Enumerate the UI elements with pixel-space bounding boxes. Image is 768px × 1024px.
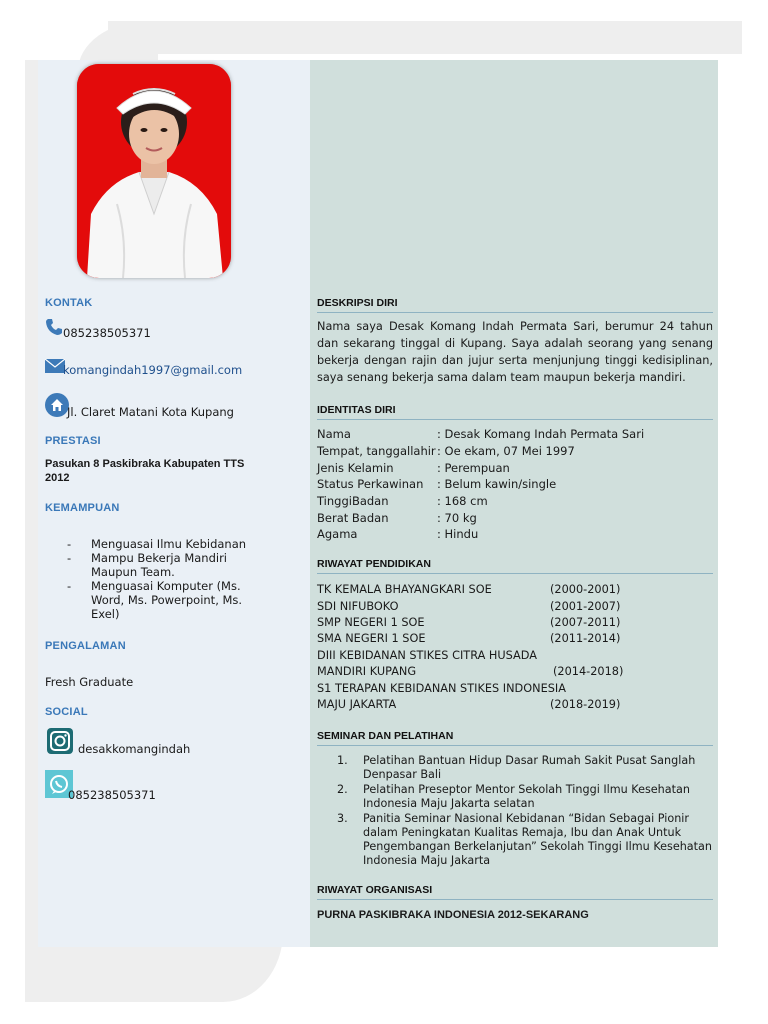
identity-title: IDENTITAS DIRI (317, 404, 713, 420)
organization-text: PURNA PASKIBRAKA INDONESIA 2012-SEKARANG (317, 909, 589, 921)
email-icon (45, 358, 65, 377)
contact-address: Jl. Claret Matani Kota Kupang (67, 405, 234, 419)
background-band-top (108, 21, 742, 54)
skill-item: - Menguasai Ilmu Kebidanan (45, 537, 265, 551)
education-title: RIWAYAT PENDIDIKAN (317, 558, 713, 574)
skill-item: - Menguasai Komputer (Ms. Word, Ms. Powerpoint, Ms. Exel) (45, 579, 265, 621)
education-row: MANDIRI KUPANG (317, 665, 417, 678)
education-row: SDI NIFUBOKO (317, 600, 399, 613)
seminar-item: 1. Pelatihan Bantuan Hidup Dasar Rumah Sakit Pusat Sanglah Denpasar Bali (337, 754, 696, 781)
contact-email[interactable]: komangindah1997@gmail.com (63, 363, 243, 377)
social-title: SOCIAL (45, 706, 88, 718)
profile-photo (77, 64, 231, 278)
instagram-icon (47, 728, 73, 758)
seminar-item: 2. Pelatihan Preseptor Mentor Sekolah Tinggi Ilmu Kesehatan Indonesia Maju Jakarta selatan (337, 783, 690, 810)
contact-phone: 085238505371 (63, 326, 151, 340)
education-year: (2001-2007) (550, 600, 621, 613)
education-year: (2014-2018) (553, 665, 624, 678)
contact-title: KONTAK (45, 297, 93, 309)
social-whatsapp[interactable]: 085238505371 (68, 788, 156, 802)
seminar-item: 3. Panitia Seminar Nasional Kebidanan “Bidan Sebagai Pionir dalam Peningkatan Kualitas Remaja, Ibu dan Anak Untuk Pengembangan Berkelanjutan” Sekolah Tinggi Ilmu Kesehatan Indonesia Maju Jakarta (337, 812, 712, 867)
achievement-line-1: Pasukan 8 Paskibraka Kabupaten TTS (45, 458, 245, 470)
organization-title: RIWAYAT ORGANISASI (317, 884, 713, 900)
education-row: DIII KEBIDANAN STIKES CITRA HUSADA (317, 649, 538, 662)
background-strip-left (25, 60, 39, 1002)
achievement-line-2: 2012 (45, 472, 70, 484)
experience-title: PENGALAMAN (45, 640, 126, 652)
skill-item: - Mampu Bekerja Mandiri Maupun Team. (45, 551, 265, 579)
education-year: (2007-2011) (550, 616, 621, 629)
description-text: Nama saya Desak Komang Indah Permata Sari, berumur 24 tahun dan sekarang tinggal di Kupang. Saya adalah seorang yang senang bekerja dengan rajin dan jujur serta menjunjung tinggi kedisiplinan, saya senang bekerja sama dalam team maupun bekerja mandiri. (317, 320, 713, 384)
education-year: (2000-2001) (550, 583, 621, 596)
education-year: (2018-2019) (550, 698, 621, 711)
education-row: SMA NEGERI 1 SOE (317, 632, 426, 645)
education-row: MAJU JAKARTA (317, 698, 397, 711)
phone-icon (45, 318, 63, 340)
skills-title: KEMAMPUAN (45, 502, 120, 514)
home-icon (45, 393, 69, 421)
education-row: S1 TERAPAN KEBIDANAN STIKES INDONESIA (317, 682, 566, 695)
education-row: SMP NEGERI 1 SOE (317, 616, 425, 629)
education-row: TK KEMALA BHAYANGKARI SOE (317, 583, 492, 596)
social-instagram[interactable]: desakkomangindah (78, 742, 191, 756)
seminars-list (337, 754, 713, 869)
skills-list (45, 537, 265, 621)
description-title: DESKRIPSI DIRI (317, 297, 713, 313)
seminars-title: SEMINAR DAN PELATIHAN (317, 730, 713, 746)
experience-text: Fresh Graduate (45, 675, 134, 689)
education-year: (2011-2014) (550, 632, 621, 645)
achievements-title: PRESTASI (45, 435, 101, 447)
